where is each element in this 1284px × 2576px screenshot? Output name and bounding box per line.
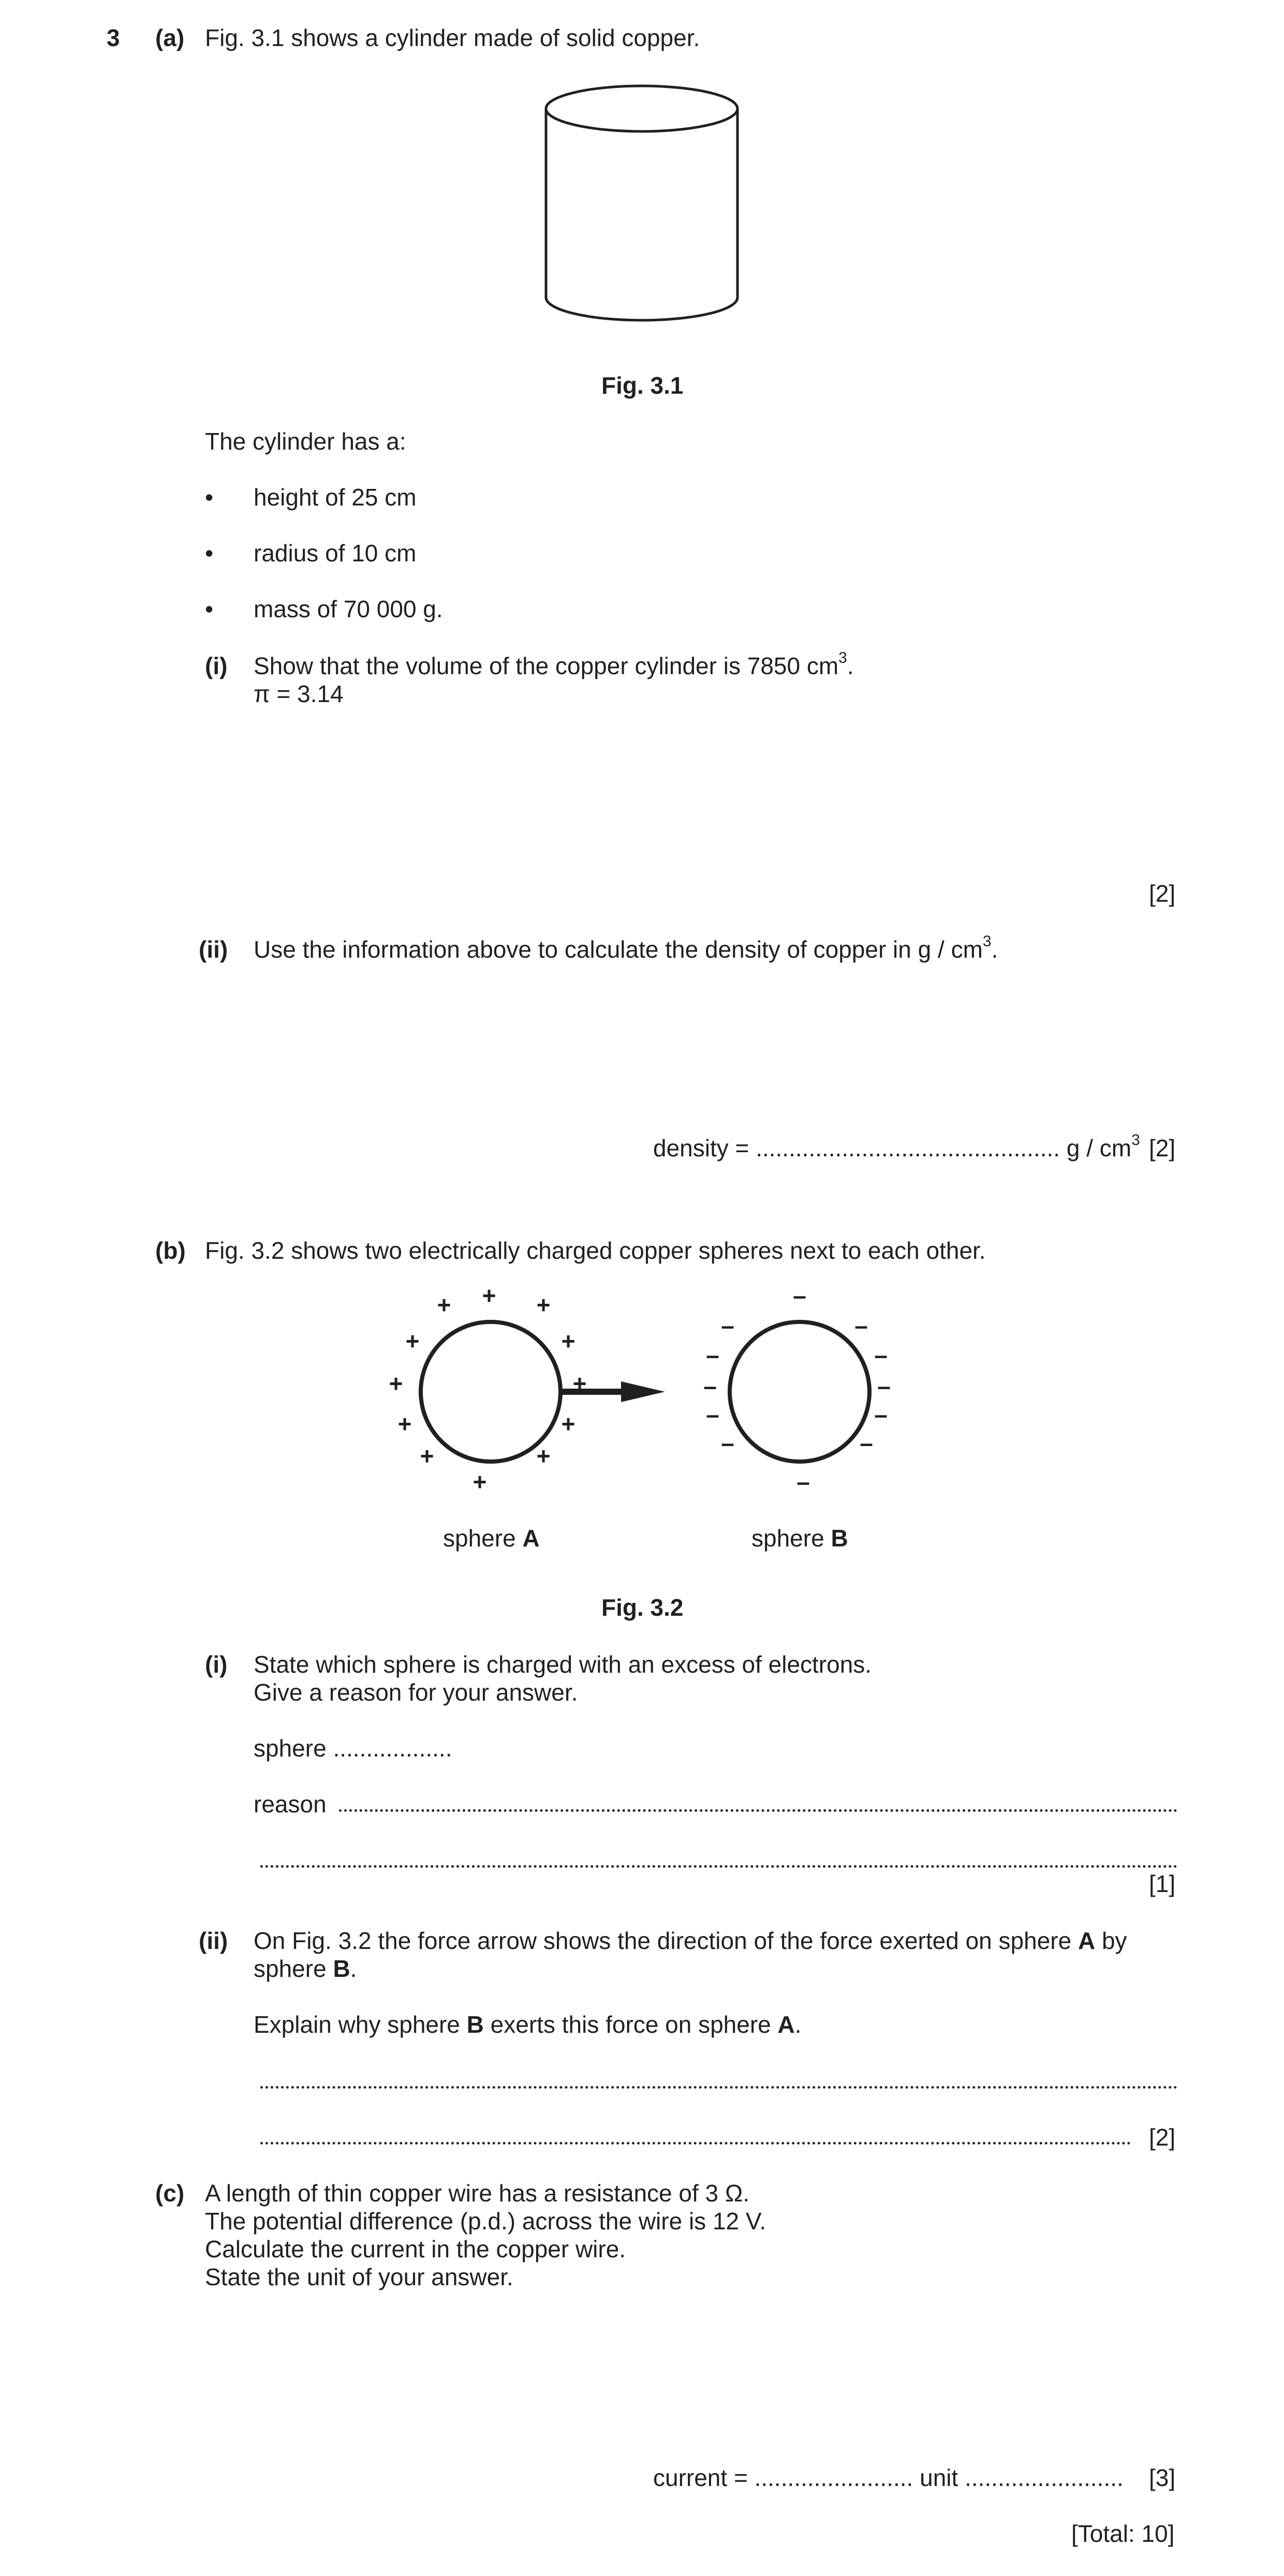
fig-3-1-caption: Fig. 3.1 bbox=[601, 372, 684, 399]
part-a-ii-marks: [2] bbox=[1149, 1135, 1176, 1162]
part-a-ii-label: (ii) bbox=[199, 936, 228, 963]
reason-answer-line-1[interactable] bbox=[339, 1809, 1177, 1812]
part-c-line3: Calculate the current in the copper wire. bbox=[205, 2236, 626, 2262]
plus-charge: + bbox=[572, 1370, 587, 1397]
sphere-a bbox=[421, 1322, 560, 1462]
minus-charge: – bbox=[706, 1401, 719, 1428]
part-a-intro: Fig. 3.1 shows a cylinder made of solid copper. bbox=[205, 24, 700, 51]
plus-charge: + bbox=[482, 1288, 496, 1309]
bullet-mass: mass of 70 000 g. bbox=[254, 595, 443, 622]
plus-charge: + bbox=[389, 1370, 403, 1397]
cylinder-figure bbox=[538, 80, 745, 339]
plus-charge: + bbox=[536, 1291, 551, 1318]
bullet-height: height of 25 cm bbox=[254, 484, 417, 511]
part-c-line4: State the unit of your answer. bbox=[205, 2264, 513, 2290]
spheres-figure bbox=[378, 1288, 916, 1506]
reason-answer-line-2[interactable] bbox=[260, 1865, 1177, 1868]
plus-charge: + bbox=[420, 1442, 434, 1469]
cylinder-has-text: The cylinder has a: bbox=[205, 428, 406, 455]
minus-charge: – bbox=[874, 1401, 888, 1428]
reason-label: reason bbox=[254, 1791, 327, 1818]
minus-charge: – bbox=[721, 1312, 734, 1339]
minus-charge: – bbox=[854, 1312, 868, 1339]
part-a-i-label: (i) bbox=[205, 652, 228, 679]
part-b-ii-line2: sphere B. bbox=[254, 1955, 357, 1982]
part-b-intro: Fig. 3.2 shows two electrically charged copper spheres next to each other. bbox=[205, 1237, 986, 1264]
part-a-ii-text: Use the information above to calculate the density of copper in g / $cm^3$. bbox=[254, 932, 998, 963]
plus-charge: + bbox=[397, 1410, 412, 1437]
pi-value: π = 3.14 bbox=[254, 680, 344, 707]
total-marks: [Total: 10] bbox=[1071, 2520, 1175, 2547]
part-b-i-label: (i) bbox=[205, 1651, 228, 1678]
minus-charge: – bbox=[877, 1373, 891, 1399]
sphere-b bbox=[730, 1322, 869, 1462]
bullet-dot-1: • bbox=[205, 484, 214, 511]
part-c-label: (c) bbox=[155, 2180, 185, 2207]
part-b-label: (b) bbox=[155, 1237, 186, 1264]
minus-charge: – bbox=[721, 1430, 734, 1456]
plus-charge: + bbox=[561, 1328, 575, 1354]
current-answer-line[interactable]: current = ........................ unit ........................ bbox=[653, 2464, 1124, 2491]
part-c-line2: The potential difference (p.d.) across the wire is 12 V. bbox=[205, 2208, 766, 2235]
minus-charge: – bbox=[860, 1430, 873, 1456]
part-b-ii-line1: On Fig. 3.2 the force arrow shows the direction of the force exerted on sphere A by bbox=[254, 1927, 1127, 1954]
fig-3-2-caption: Fig. 3.2 bbox=[601, 1594, 684, 1621]
bullet-dot-2: • bbox=[205, 540, 214, 567]
minus-charge: – bbox=[793, 1288, 806, 1309]
minus-charge: – bbox=[874, 1342, 888, 1368]
part-a-label: (a) bbox=[155, 24, 185, 51]
question-number: 3 bbox=[107, 24, 120, 51]
part-b-ii-label: (ii) bbox=[199, 1927, 228, 1954]
part-b-i-marks: [1] bbox=[1149, 1870, 1176, 1897]
part-b-i-line1: State which sphere is charged with an excess of electrons. bbox=[254, 1651, 872, 1678]
part-a-i-marks: [2] bbox=[1149, 880, 1176, 907]
part-b-i-line2: Give a reason for your answer. bbox=[254, 1679, 578, 1706]
explain-answer-line-2[interactable] bbox=[260, 2142, 1131, 2145]
positive-charges bbox=[389, 1288, 587, 1495]
plus-charge: + bbox=[561, 1410, 575, 1437]
explain-answer-line-1[interactable] bbox=[260, 2086, 1177, 2089]
sphere-b-label: sphere B bbox=[751, 1525, 848, 1552]
minus-charge: – bbox=[706, 1342, 719, 1368]
plus-charge: + bbox=[473, 1468, 487, 1495]
plus-charge: + bbox=[437, 1291, 451, 1318]
minus-charge: – bbox=[796, 1468, 810, 1495]
plus-charge: + bbox=[405, 1328, 420, 1354]
bullet-radius: radius of 10 cm bbox=[254, 540, 417, 567]
minus-charge: – bbox=[703, 1373, 717, 1399]
density-answer-line[interactable]: density = .............................................. g / $cm^3$ bbox=[653, 1131, 1140, 1162]
bullet-dot-3: • bbox=[205, 595, 214, 622]
part-c-line1: A length of thin copper wire has a resistance of 3 Ω. bbox=[205, 2180, 750, 2207]
sphere-a-label: sphere A bbox=[443, 1525, 540, 1552]
part-b-ii-marks: [2] bbox=[1149, 2124, 1176, 2151]
part-a-i-text: Show that the volume of the copper cylinder is 7850 $cm^3$. bbox=[254, 649, 854, 679]
plus-charge: + bbox=[536, 1442, 551, 1469]
sphere-answer-line[interactable]: sphere .................. bbox=[254, 1735, 452, 1762]
part-b-ii-explain: Explain why sphere B exerts this force on sphere A. bbox=[254, 2011, 802, 2038]
part-c-marks: [3] bbox=[1149, 2464, 1176, 2491]
